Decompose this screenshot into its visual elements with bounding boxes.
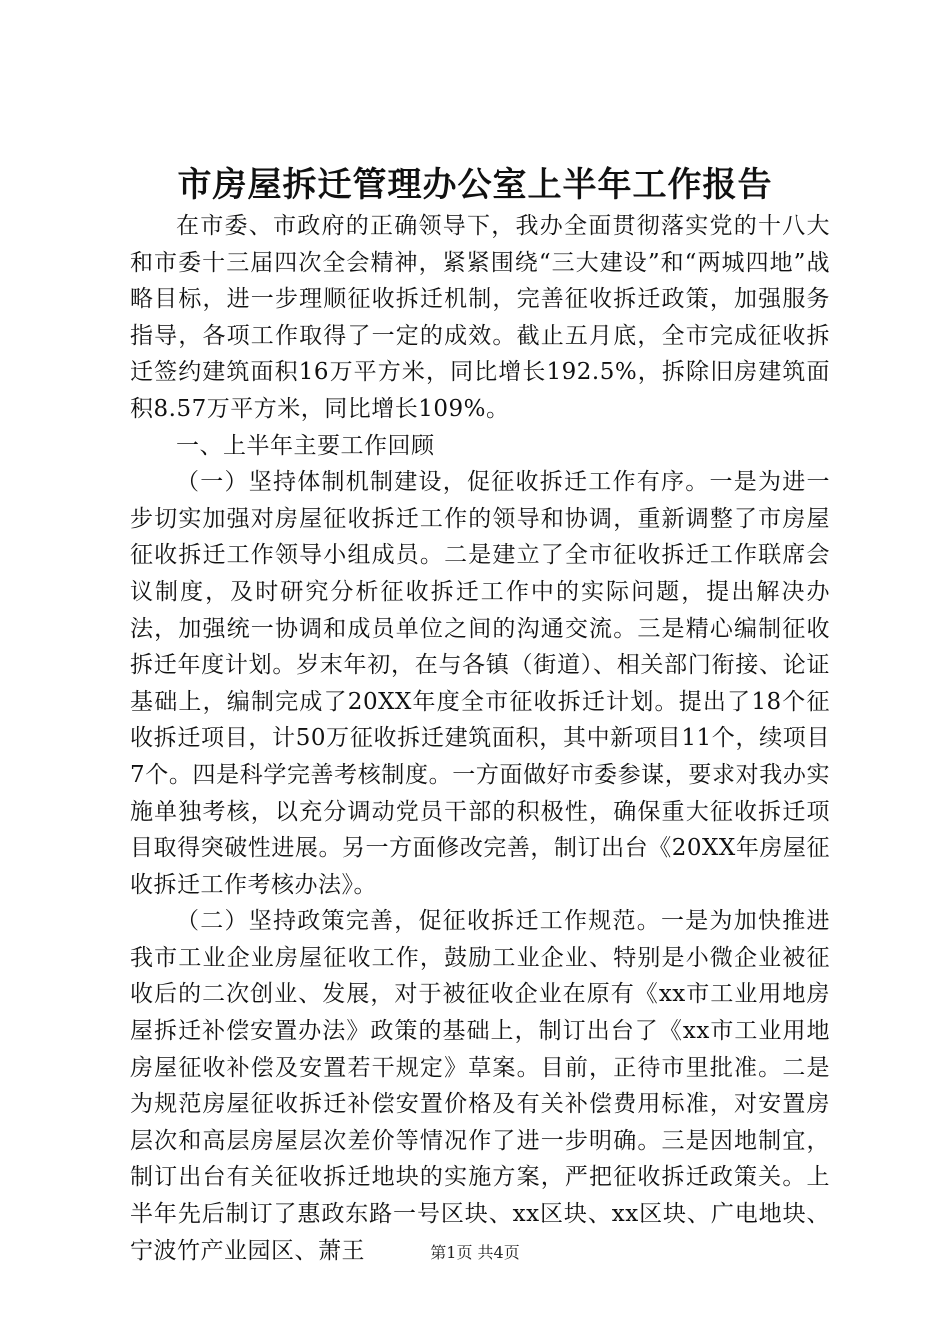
document-title: 市房屋拆迁管理办公室上半年工作报告 [177, 165, 773, 205]
document-body [130, 208, 830, 1269]
body-paragraph-2: （二）坚持政策完善，促征收拆迁工作规范。一是为加快推进我市工业企业房屋征收工作，鼓励工业企业、特别是小微企业被征收后的二次创业、发展，对于被征收企业在原有《xx市工业用地房屋拆迁补偿安置办法》政策的基础上，制订出台了《xx市工业用地房屋征收补偿及安置若干规定》草案。目前，正待市里批准。二是为规范房屋征收拆迁补偿安置价格及有关补偿费用标准，对安置房层次和高层房屋层次差价等情况作了进一步明确。三是因地制宜，制订出台有关征收拆迁地块的实施方案，严把征收拆迁政策关。上半年先后制订了惠政东路一号区块、xx区块、xx区块、广电地块、宁波竹产业园区、萧王 [130, 908, 830, 1264]
section-heading: 一、上半年主要工作回顾 [176, 432, 435, 459]
body-paragraph-1: （一）坚持体制机制建设，促征收拆迁工作有序。一是为进一步切实加强对房屋征收拆迁工作的领导和协调，重新调整了市房屋征收拆迁工作领导小组成员。二是建立了全市征收拆迁工作联席会议制度，及时研究分析征收拆迁工作中的实际问题，提出解决办法，加强统一协调和成员单位之间的沟通交流。三是精心编制征收拆迁年度计划。岁末年初，在与各镇（街道）、相关部门衔接、论证基础上，编制完成了20XX年度全市征收拆迁计划。提出了18个征收拆迁项目，计50万征收拆迁建筑面积，其中新项目11个，续项目7个。四是科学完善考核制度。一方面做好市委参谋，要求对我办实施单独考核，以充分调动党员干部的积极性，确保重大征收拆迁项目取得突破性进展。另一方面修改完善，制订出台《20XX年房屋征收拆迁工作考核办法》。 [130, 469, 830, 898]
intro-paragraph: 在市委、市政府的正确领导下，我办全面贯彻落实党的十八大和市委十三届四次全会精神，紧紧围绕“三大建设”和“两城四地”战略目标，进一步理顺征收拆迁机制，完善征收拆迁政策，加强服务指导，各项工作取得了一定的成效。截止五月底，全市完成征收拆迁签约建筑面积16万平方米，同比增长192.5%，拆除旧房建筑面积8.57万平方米，同比增长109%。 [130, 213, 830, 422]
page-footer: 第1页 共4页 [430, 1243, 520, 1262]
